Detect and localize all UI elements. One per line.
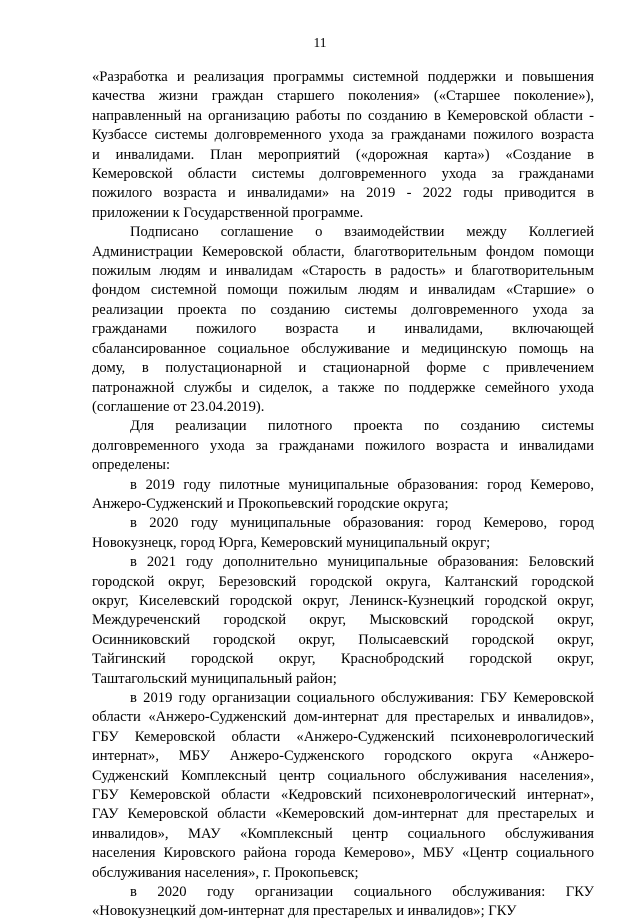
text-line: Новокузнецк, город Юрга, Кемеровский муниципальный округ; <box>92 534 491 551</box>
paragraph <box>92 417 594 475</box>
text-line: области «Анжеро-Судженский дом-интернат для престарелых и инвалидов», <box>92 709 594 726</box>
paragraph <box>92 223 594 417</box>
page-number: 11 <box>313 35 327 50</box>
text-line: Администрации Кемеровской области, благотворительным фондом помощи <box>92 243 594 260</box>
text-line: Кемеровской области системы долговременного ухода за гражданами <box>92 166 594 183</box>
text-line: Кузбассе системы долговременного ухода за гражданами пожилого возраста <box>92 127 594 144</box>
text-line: в 2019 году пилотные муниципальные образования: город Кемерово, <box>130 476 594 493</box>
text-line: (соглашение от 23.04.2019). <box>92 398 265 415</box>
text-line: округ, Киселевский городской округ, Ленинск-Кузнецкий городской округ, <box>92 592 594 609</box>
text-line: в 2020 году организации социального обслуживания: ГКУ <box>130 884 594 901</box>
text-line: в 2021 году дополнительно муниципальные образования: Беловский <box>130 554 594 571</box>
text-line: пожилым людям и инвалидам «Старость в радость» и благотворительным <box>92 263 594 280</box>
text-line: Подписано соглашение о взаимодействии между Коллегией <box>130 224 594 241</box>
text-line: Тайгинский городской округ, Краснобродский городской округ, <box>92 651 594 668</box>
text-line: Междуреченский городской округ, Мысковский городской округ, <box>92 612 594 629</box>
paragraph <box>92 476 594 515</box>
text-line: ГАУ Кемеровской области «Кемеровский дом-интернат для престарелых и <box>92 806 594 823</box>
text-line: пожилого возраста и инвалидами» на 2019 - 2022 годы приводится в <box>92 185 594 202</box>
text-line: в 2020 году муниципальные образования: город Кемерово, город <box>130 515 594 532</box>
text-line: ГБУ Кемеровской области «Анжеро-Судженский психоневрологический <box>92 728 594 745</box>
text-line: населения Кировского района города Кемерово», МБУ «Центр социального <box>92 845 594 862</box>
paragraph <box>92 689 594 883</box>
paragraph <box>92 883 594 922</box>
text-line: дому, в полустационарной и стационарной форме с привлечением <box>92 360 594 377</box>
text-line: фондом системной помощи пожилым людям и инвалидам «Старшие» о <box>92 282 594 299</box>
text-line: гражданами пожилого возраста и инвалидами, включающей <box>92 321 594 338</box>
paragraph <box>92 553 594 689</box>
paragraph <box>92 514 594 553</box>
text-line: направленный на организацию работы по созданию в Кемеровской области - <box>92 107 594 124</box>
text-line: приложении к Государственной программе. <box>92 204 364 221</box>
text-line: Анжеро-Судженский и Прокопьевский городские округа; <box>92 495 449 512</box>
text-line: сбалансированное социальное обслуживание и медицинскую помощь на <box>92 340 594 357</box>
text-line: качества жизни граждан старшего поколения» («Старшее поколение»), <box>92 88 594 105</box>
text-line: интернат», МБУ Анжеро-Судженского городского округа «Анжеро- <box>92 748 594 765</box>
text-line: ГБУ Кемеровской области «Кедровский психоневрологический интернат», <box>92 787 594 804</box>
text-line: и инвалидами. План мероприятий («дорожная карта») «Создание в <box>92 146 594 163</box>
text-line: патронажной службы и сиделок, а также по поддержке семейного ухода <box>92 379 594 396</box>
text-line: обслуживания населения», г. Прокопьевск; <box>92 864 359 881</box>
text-line: «Новокузнецкий дом-интернат для престарелых и инвалидов»; ГКУ <box>92 903 517 920</box>
text-line: долговременного ухода за гражданами пожилого возраста и инвалидами <box>92 437 594 454</box>
document-body <box>92 68 594 922</box>
text-line: инвалидов», МАУ «Комплексный центр социального обслуживания <box>92 825 594 842</box>
text-line: городской округ, Березовский городской округа, Калтанский городской <box>92 573 594 590</box>
text-line: Таштагольский муниципальный район; <box>92 670 337 687</box>
text-line: Осинниковский городской округ, Полысаевский городской округ, <box>92 631 594 648</box>
paragraph <box>92 68 594 223</box>
text-line: реализации проекта по созданию системы долговременного ухода за <box>92 301 594 318</box>
text-line: определены: <box>92 457 171 474</box>
text-line: Для реализации пилотного проекта по созданию системы <box>130 418 594 435</box>
text-line: Судженский Комплексный центр социального обслуживания населения», <box>92 767 594 784</box>
text-line: «Разработка и реализация программы системной поддержки и повышения <box>92 69 594 85</box>
text-line: в 2019 году организации социального обслуживания: ГБУ Кемеровской <box>130 690 594 706</box>
